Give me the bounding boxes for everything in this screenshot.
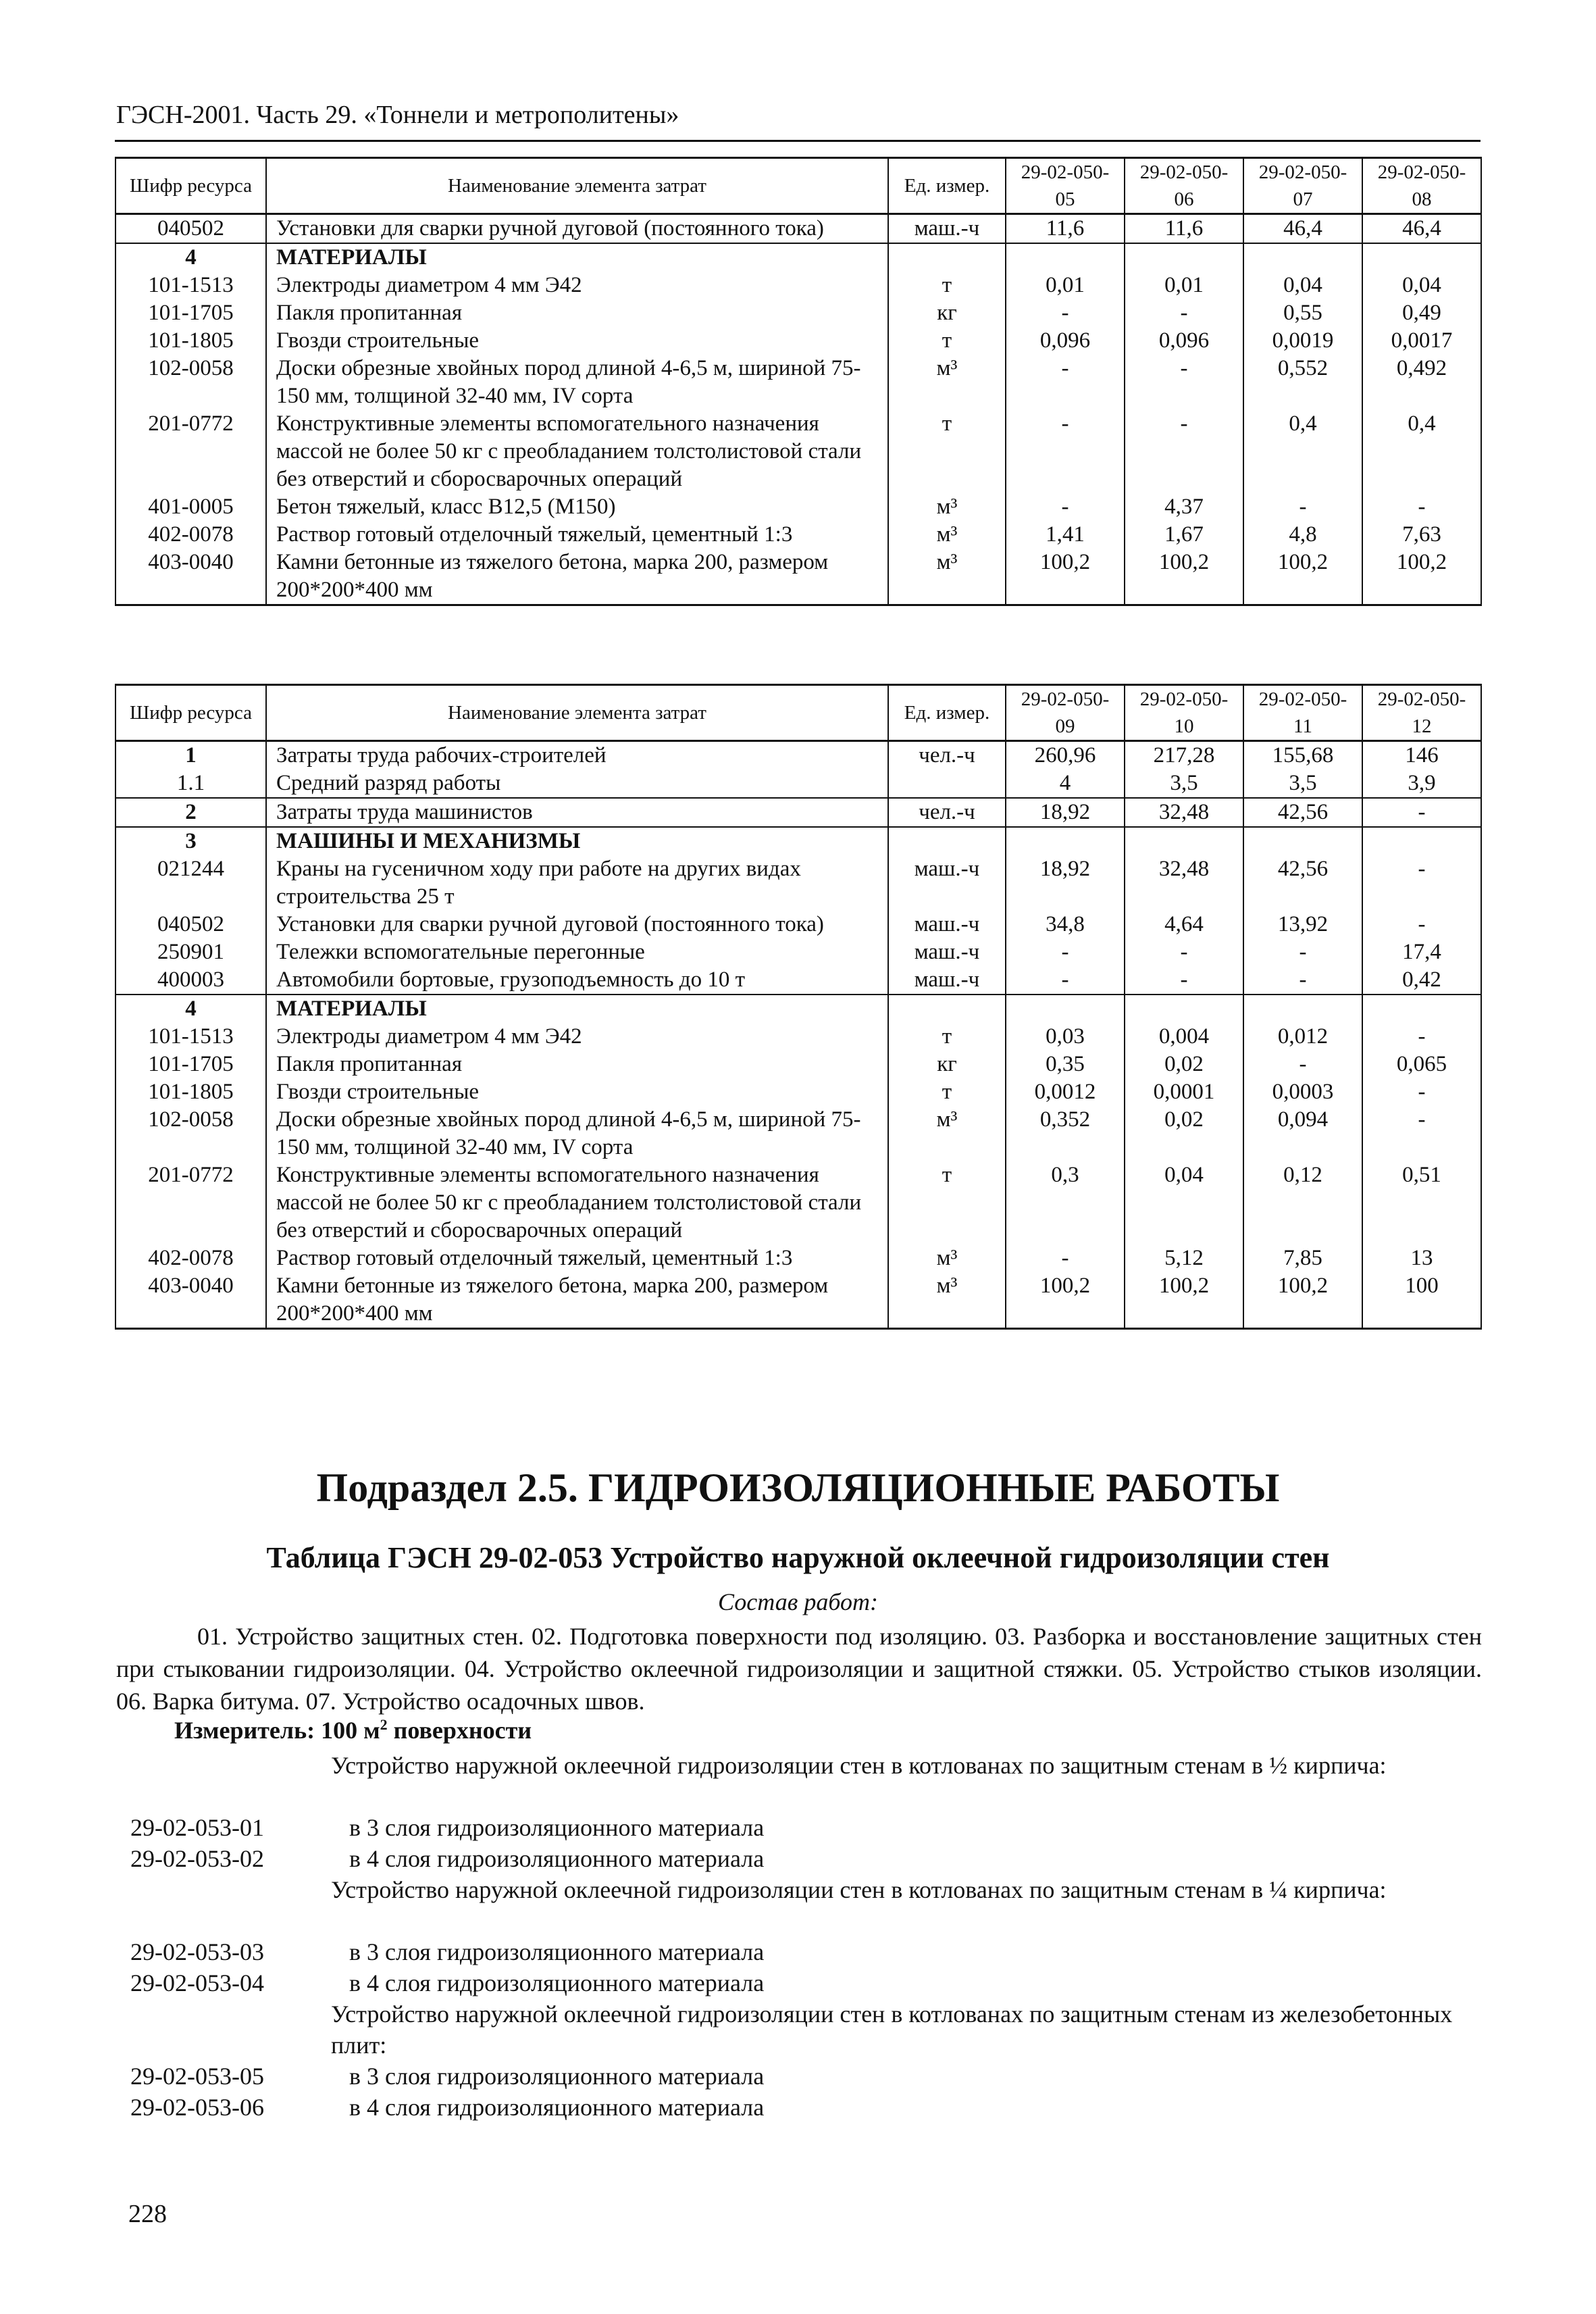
resource-value: - — [1362, 1023, 1481, 1051]
table-row — [115, 355, 1481, 410]
table-row — [115, 1244, 1481, 1272]
resource-name: Гвозди строительные — [266, 327, 888, 355]
resource-value: 0,096 — [1006, 327, 1125, 355]
variant-code: 29-02-053-06 — [130, 2094, 264, 2121]
table-row — [115, 1106, 1481, 1161]
resource-name: Камни бетонные из тяжелого бетона, марка 200, размером 200*200*400 мм — [266, 549, 888, 605]
column-header-norm: 29-02-050-06 — [1125, 158, 1243, 214]
resource-value: 46,4 — [1362, 214, 1481, 244]
resource-value: 13,92 — [1243, 911, 1362, 938]
table-row — [115, 1051, 1481, 1078]
resource-value: 0,4 — [1243, 410, 1362, 493]
resource-value: 0,02 — [1125, 1051, 1243, 1078]
resource-unit — [888, 243, 1006, 272]
resource-value — [1006, 827, 1125, 855]
resource-value: - — [1125, 410, 1243, 493]
resource-unit: т — [888, 410, 1006, 493]
resource-name: Установки для сварки ручной дуговой (постоянного тока) — [266, 214, 888, 244]
resource-value: 11,6 — [1006, 214, 1125, 244]
resource-value: 0,35 — [1006, 1051, 1125, 1078]
resource-value: - — [1125, 966, 1243, 995]
resource-value: 100,2 — [1243, 549, 1362, 605]
resource-unit: маш.-ч — [888, 855, 1006, 911]
resource-value: 32,48 — [1125, 798, 1243, 827]
resource-value: - — [1006, 966, 1125, 995]
table-row — [115, 327, 1481, 355]
resource-unit: маш.-ч — [888, 938, 1006, 966]
resource-value: - — [1362, 1106, 1481, 1161]
measure-rest: поверхности — [387, 1717, 532, 1744]
resource-value: 0,0017 — [1362, 327, 1481, 355]
column-header-norm: 29-02-050-08 — [1362, 158, 1481, 214]
resource-name: Автомобили бортовые, грузоподъемность до 10 т — [266, 966, 888, 995]
resource-value: 0,49 — [1362, 299, 1481, 327]
section-row — [115, 827, 1481, 855]
resource-value: 217,28 — [1125, 741, 1243, 770]
resource-unit: т — [888, 1161, 1006, 1244]
section-row — [115, 243, 1481, 272]
variant-code: 29-02-053-02 — [130, 1845, 264, 1872]
resource-name: Конструктивные элементы вспомогательного назначения массой не более 50 кг с преобладанием толстолистовой стали без отверстий и сборосварочных операций — [266, 410, 888, 493]
resource-value: 3,5 — [1125, 770, 1243, 798]
resource-code: 101-1513 — [115, 1023, 266, 1051]
table-row — [115, 770, 1481, 798]
resource-name: Краны на гусеничном ходу при работе на других видах строительства 25 т — [266, 855, 888, 911]
variant-group-title: Устройство наружной оклеечной гидроизоляции стен в котлованах по защитным стенам в ½ кирпича: — [331, 1752, 1387, 1779]
section-row — [115, 995, 1481, 1023]
resource-code: 402-0078 — [115, 521, 266, 549]
resource-unit — [888, 770, 1006, 798]
running-header: ГЭСН-2001. Часть 29. «Тоннели и метрополитены» — [116, 101, 679, 129]
resource-value: 7,63 — [1362, 521, 1481, 549]
resource-value: - — [1006, 938, 1125, 966]
resource-code: 102-0058 — [115, 355, 266, 410]
resource-value: 100,2 — [1362, 549, 1481, 605]
resource-name: Пакля пропитанная — [266, 299, 888, 327]
resource-value: 100,2 — [1125, 1272, 1243, 1329]
resource-value — [1125, 995, 1243, 1023]
column-header-norm: 29-02-050-11 — [1243, 685, 1362, 741]
column-header-norm: 29-02-050-05 — [1006, 158, 1125, 214]
resource-value: 100,2 — [1006, 549, 1125, 605]
page-number: 228 — [128, 2200, 167, 2228]
table-row — [115, 214, 1481, 244]
resource-unit — [888, 827, 1006, 855]
resource-value: - — [1243, 966, 1362, 995]
resource-value: 0,096 — [1125, 327, 1243, 355]
resource-value: 0,51 — [1362, 1161, 1481, 1244]
resource-value: - — [1006, 410, 1125, 493]
resource-value — [1243, 827, 1362, 855]
resource-value: 0,004 — [1125, 1023, 1243, 1051]
resource-value: 0,0012 — [1006, 1078, 1125, 1106]
resource-code: 101-1805 — [115, 1078, 266, 1106]
resource-unit: маш.-ч — [888, 966, 1006, 995]
resource-value: - — [1006, 355, 1125, 410]
resource-code: 250901 — [115, 938, 266, 966]
resource-value: - — [1362, 493, 1481, 521]
resource-unit: м³ — [888, 1106, 1006, 1161]
resource-code: 102-0058 — [115, 1106, 266, 1161]
resource-value: 46,4 — [1243, 214, 1362, 244]
resource-code: 101-1513 — [115, 272, 266, 299]
resource-name: Установки для сварки ручной дуговой (постоянного тока) — [266, 911, 888, 938]
column-header-code: Шифр ресурса — [115, 158, 266, 214]
variant-name: в 4 слоя гидроизоляционного материала — [349, 2094, 765, 2121]
variant-group-title: Устройство наружной оклеечной гидроизоляции стен в котлованах по защитным стенам из железобетонных плит: — [331, 2001, 1453, 2059]
resource-value: 100,2 — [1125, 549, 1243, 605]
resource-code: 401-0005 — [115, 493, 266, 521]
resource-value: 0,3 — [1006, 1161, 1125, 1244]
resource-value: 0,4 — [1362, 410, 1481, 493]
column-header-norm: 29-02-050-09 — [1006, 685, 1125, 741]
resource-code: 1.1 — [115, 770, 266, 798]
resource-value: 7,85 — [1243, 1244, 1362, 1272]
resource-value — [1362, 827, 1481, 855]
resource-value: 0,55 — [1243, 299, 1362, 327]
resource-value: 100,2 — [1243, 1272, 1362, 1329]
resource-value: 1,41 — [1006, 521, 1125, 549]
resource-value: 1,67 — [1125, 521, 1243, 549]
resource-code: 400003 — [115, 966, 266, 995]
resource-value: - — [1362, 1078, 1481, 1106]
resource-unit: т — [888, 1078, 1006, 1106]
column-header-norm: 29-02-050-10 — [1125, 685, 1243, 741]
resource-value: 155,68 — [1243, 741, 1362, 770]
table-header-row — [115, 158, 1481, 214]
resource-code: 402-0078 — [115, 1244, 266, 1272]
header-rule — [115, 140, 1481, 142]
resource-value: 0,02 — [1125, 1106, 1243, 1161]
table-row — [115, 1078, 1481, 1106]
resource-value: 0,0019 — [1243, 327, 1362, 355]
resource-value: - — [1362, 911, 1481, 938]
variant-name: в 3 слоя гидроизоляционного материала — [349, 1938, 765, 1965]
table-row — [115, 855, 1481, 911]
table-row — [115, 966, 1481, 995]
resource-value: - — [1243, 938, 1362, 966]
resource-name: Средний разряд работы — [266, 770, 888, 798]
table-row — [115, 549, 1481, 605]
resource-value: - — [1362, 798, 1481, 827]
resource-value: - — [1006, 493, 1125, 521]
resource-unit: кг — [888, 1051, 1006, 1078]
resource-value: 0,065 — [1362, 1051, 1481, 1078]
section-title: МАТЕРИАЛЫ — [266, 995, 888, 1023]
resource-value: 17,4 — [1362, 938, 1481, 966]
resource-value: 100 — [1362, 1272, 1481, 1329]
section-title: МАШИНЫ И МЕХАНИЗМЫ — [266, 827, 888, 855]
table-row — [115, 1161, 1481, 1244]
resource-value: 11,6 — [1125, 214, 1243, 244]
resource-code: 403-0040 — [115, 549, 266, 605]
resource-name: Электроды диаметром 4 мм Э42 — [266, 272, 888, 299]
resource-value: - — [1125, 299, 1243, 327]
variant-code: 29-02-053-04 — [130, 1969, 264, 1996]
table-title: Таблица ГЭСН 29-02-053 Устройство наружной оклеечной гидроизоляции стен — [266, 1541, 1330, 1574]
resource-code: 101-1705 — [115, 299, 266, 327]
resource-value: 0,492 — [1362, 355, 1481, 410]
resource-value: - — [1362, 855, 1481, 911]
resource-table-2 — [115, 684, 1482, 1330]
resource-value: 0,094 — [1243, 1106, 1362, 1161]
resource-value: 0,01 — [1125, 272, 1243, 299]
column-header-norm: 29-02-050-07 — [1243, 158, 1362, 214]
resource-value: 0,0003 — [1243, 1078, 1362, 1106]
table-row — [115, 938, 1481, 966]
resource-name: Гвозди строительные — [266, 1078, 888, 1106]
measure-superscript: 2 — [380, 1716, 388, 1733]
resource-value: 146 — [1362, 741, 1481, 770]
variant-name: в 3 слоя гидроизоляционного материала — [349, 1814, 765, 1841]
resource-unit: м³ — [888, 521, 1006, 549]
subsection-title: Подраздел 2.5. ГИДРОИЗОЛЯЦИОННЫЕ РАБОТЫ — [316, 1465, 1280, 1510]
resource-unit: маш.-ч — [888, 911, 1006, 938]
resource-value: 260,96 — [1006, 741, 1125, 770]
column-header-code: Шифр ресурса — [115, 685, 266, 741]
resource-value: 34,8 — [1006, 911, 1125, 938]
composition-label: Состав работ: — [718, 1588, 878, 1615]
table-header-row — [115, 685, 1481, 741]
table-row — [115, 911, 1481, 938]
table-row — [115, 1023, 1481, 1051]
resource-value: 0,012 — [1243, 1023, 1362, 1051]
resource-value: - — [1243, 493, 1362, 521]
section-code: 4 — [115, 243, 266, 272]
resource-value: 4,8 — [1243, 521, 1362, 549]
column-header-unit: Ед. измер. — [888, 685, 1006, 741]
resource-unit — [888, 995, 1006, 1023]
resource-code: 040502 — [115, 214, 266, 244]
resource-value: 0,04 — [1125, 1161, 1243, 1244]
section-code: 1 — [115, 741, 266, 770]
resource-value — [1243, 243, 1362, 272]
resource-name: Электроды диаметром 4 мм Э42 — [266, 1023, 888, 1051]
resource-value: 0,04 — [1243, 272, 1362, 299]
resource-value — [1362, 995, 1481, 1023]
composition-text: 01. Устройство защитных стен. 02. Подготовка поверхности под изоляцию. 03. Разборка и восстановление защитных стен при стыковании гидроизоляции. 04. Устройство оклеечной гидроизоляции и защитной стяжки. 05. Устройство стыков изоляции. 06. Варка битума. 07. Устройство осадочных швов. — [116, 1623, 1482, 1715]
section-code: 4 — [115, 995, 266, 1023]
resource-value: 0,04 — [1362, 272, 1481, 299]
resource-value: 18,92 — [1006, 855, 1125, 911]
resource-name: Тележки вспомогательные перегонные — [266, 938, 888, 966]
table-row — [115, 272, 1481, 299]
resource-value: 13 — [1362, 1244, 1481, 1272]
resource-unit: т — [888, 272, 1006, 299]
resource-unit: м³ — [888, 549, 1006, 605]
variant-code: 29-02-053-01 — [130, 1814, 264, 1841]
resource-code: 403-0040 — [115, 1272, 266, 1329]
resource-value: - — [1125, 355, 1243, 410]
resource-value: 4,37 — [1125, 493, 1243, 521]
resource-value: 3,5 — [1243, 770, 1362, 798]
resource-value: - — [1125, 938, 1243, 966]
variant-name: в 4 слоя гидроизоляционного материала — [349, 1845, 765, 1872]
resource-code: 021244 — [115, 855, 266, 911]
resource-value: - — [1006, 1244, 1125, 1272]
resource-value: 32,48 — [1125, 855, 1243, 911]
resource-value — [1006, 995, 1125, 1023]
resource-value — [1125, 243, 1243, 272]
resource-name: Конструктивные элементы вспомогательного назначения массой не более 50 кг с преобладанием толстолистовой стали без отверстий и сборосварочных операций — [266, 1161, 888, 1244]
resource-value: 3,9 — [1362, 770, 1481, 798]
resource-unit: м³ — [888, 1244, 1006, 1272]
resource-unit: м³ — [888, 355, 1006, 410]
variant-code: 29-02-053-05 — [130, 2063, 264, 2090]
resource-name: Затраты труда рабочих-строителей — [266, 741, 888, 770]
resource-value — [1125, 827, 1243, 855]
section-row — [115, 798, 1481, 827]
section-code: 3 — [115, 827, 266, 855]
measure-unit — [174, 1716, 532, 1744]
column-header-unit: Ед. измер. — [888, 158, 1006, 214]
section-row — [115, 741, 1481, 770]
resource-unit: т — [888, 327, 1006, 355]
resource-name: Раствор готовый отделочный тяжелый, цементный 1:3 — [266, 521, 888, 549]
resource-name: Бетон тяжелый, класс В12,5 (М150) — [266, 493, 888, 521]
variant-name: в 4 слоя гидроизоляционного материала — [349, 1969, 765, 1996]
column-header-norm: 29-02-050-12 — [1362, 685, 1481, 741]
table-row — [115, 493, 1481, 521]
resource-value: 0,03 — [1006, 1023, 1125, 1051]
resource-unit: маш.-ч — [888, 214, 1006, 244]
resource-unit: м³ — [888, 1272, 1006, 1329]
table-row — [115, 521, 1481, 549]
resource-value: 4,64 — [1125, 911, 1243, 938]
variant-group-title: Устройство наружной оклеечной гидроизоляции стен в котлованах по защитным стенам в ¼ кирпича: — [331, 1876, 1387, 1903]
resource-value — [1006, 243, 1125, 272]
column-header-name: Наименование элемента затрат — [266, 685, 888, 741]
resource-value: 18,92 — [1006, 798, 1125, 827]
resource-value: 0,0001 — [1125, 1078, 1243, 1106]
variant-code: 29-02-053-03 — [130, 1938, 264, 1965]
table-row — [115, 410, 1481, 493]
resource-unit: чел.-ч — [888, 798, 1006, 827]
resource-name: Камни бетонные из тяжелого бетона, марка 200, размером 200*200*400 мм — [266, 1272, 888, 1329]
resource-value: 0,01 — [1006, 272, 1125, 299]
resource-unit: м³ — [888, 493, 1006, 521]
resource-name: Раствор готовый отделочный тяжелый, цементный 1:3 — [266, 1244, 888, 1272]
section-title: МАТЕРИАЛЫ — [266, 243, 888, 272]
resource-name: Доски обрезные хвойных пород длиной 4-6,5 м, шириной 75-150 мм, толщиной 32-40 мм, IV сорта — [266, 355, 888, 410]
resource-value: 0,352 — [1006, 1106, 1125, 1161]
resource-code: 201-0772 — [115, 1161, 266, 1244]
resource-code: 201-0772 — [115, 410, 266, 493]
resource-value: 42,56 — [1243, 855, 1362, 911]
measure-label: Измеритель: 100 м — [174, 1717, 380, 1744]
resource-code: 101-1805 — [115, 327, 266, 355]
resource-value: 0,42 — [1362, 966, 1481, 995]
section-code: 2 — [115, 798, 266, 827]
table-row — [115, 1272, 1481, 1329]
resource-unit: кг — [888, 299, 1006, 327]
variant-name: в 3 слоя гидроизоляционного материала — [349, 2063, 765, 2090]
resource-table-1 — [115, 157, 1482, 606]
resource-value: 100,2 — [1006, 1272, 1125, 1329]
resource-unit: чел.-ч — [888, 741, 1006, 770]
resource-code: 101-1705 — [115, 1051, 266, 1078]
resource-value: 4 — [1006, 770, 1125, 798]
table-row — [115, 299, 1481, 327]
resource-code: 040502 — [115, 911, 266, 938]
resource-unit: т — [888, 1023, 1006, 1051]
resource-value: - — [1006, 299, 1125, 327]
resource-value — [1362, 243, 1481, 272]
resource-value: - — [1243, 1051, 1362, 1078]
column-header-name: Наименование элемента затрат — [266, 158, 888, 214]
resource-value: 42,56 — [1243, 798, 1362, 827]
resource-name: Доски обрезные хвойных пород длиной 4-6,5 м, шириной 75-150 мм, толщиной 32-40 мм, IV сорта — [266, 1106, 888, 1161]
resource-value — [1243, 995, 1362, 1023]
resource-name: Затраты труда машинистов — [266, 798, 888, 827]
resource-value: 0,12 — [1243, 1161, 1362, 1244]
resource-value: 0,552 — [1243, 355, 1362, 410]
resource-name: Пакля пропитанная — [266, 1051, 888, 1078]
resource-value: 5,12 — [1125, 1244, 1243, 1272]
